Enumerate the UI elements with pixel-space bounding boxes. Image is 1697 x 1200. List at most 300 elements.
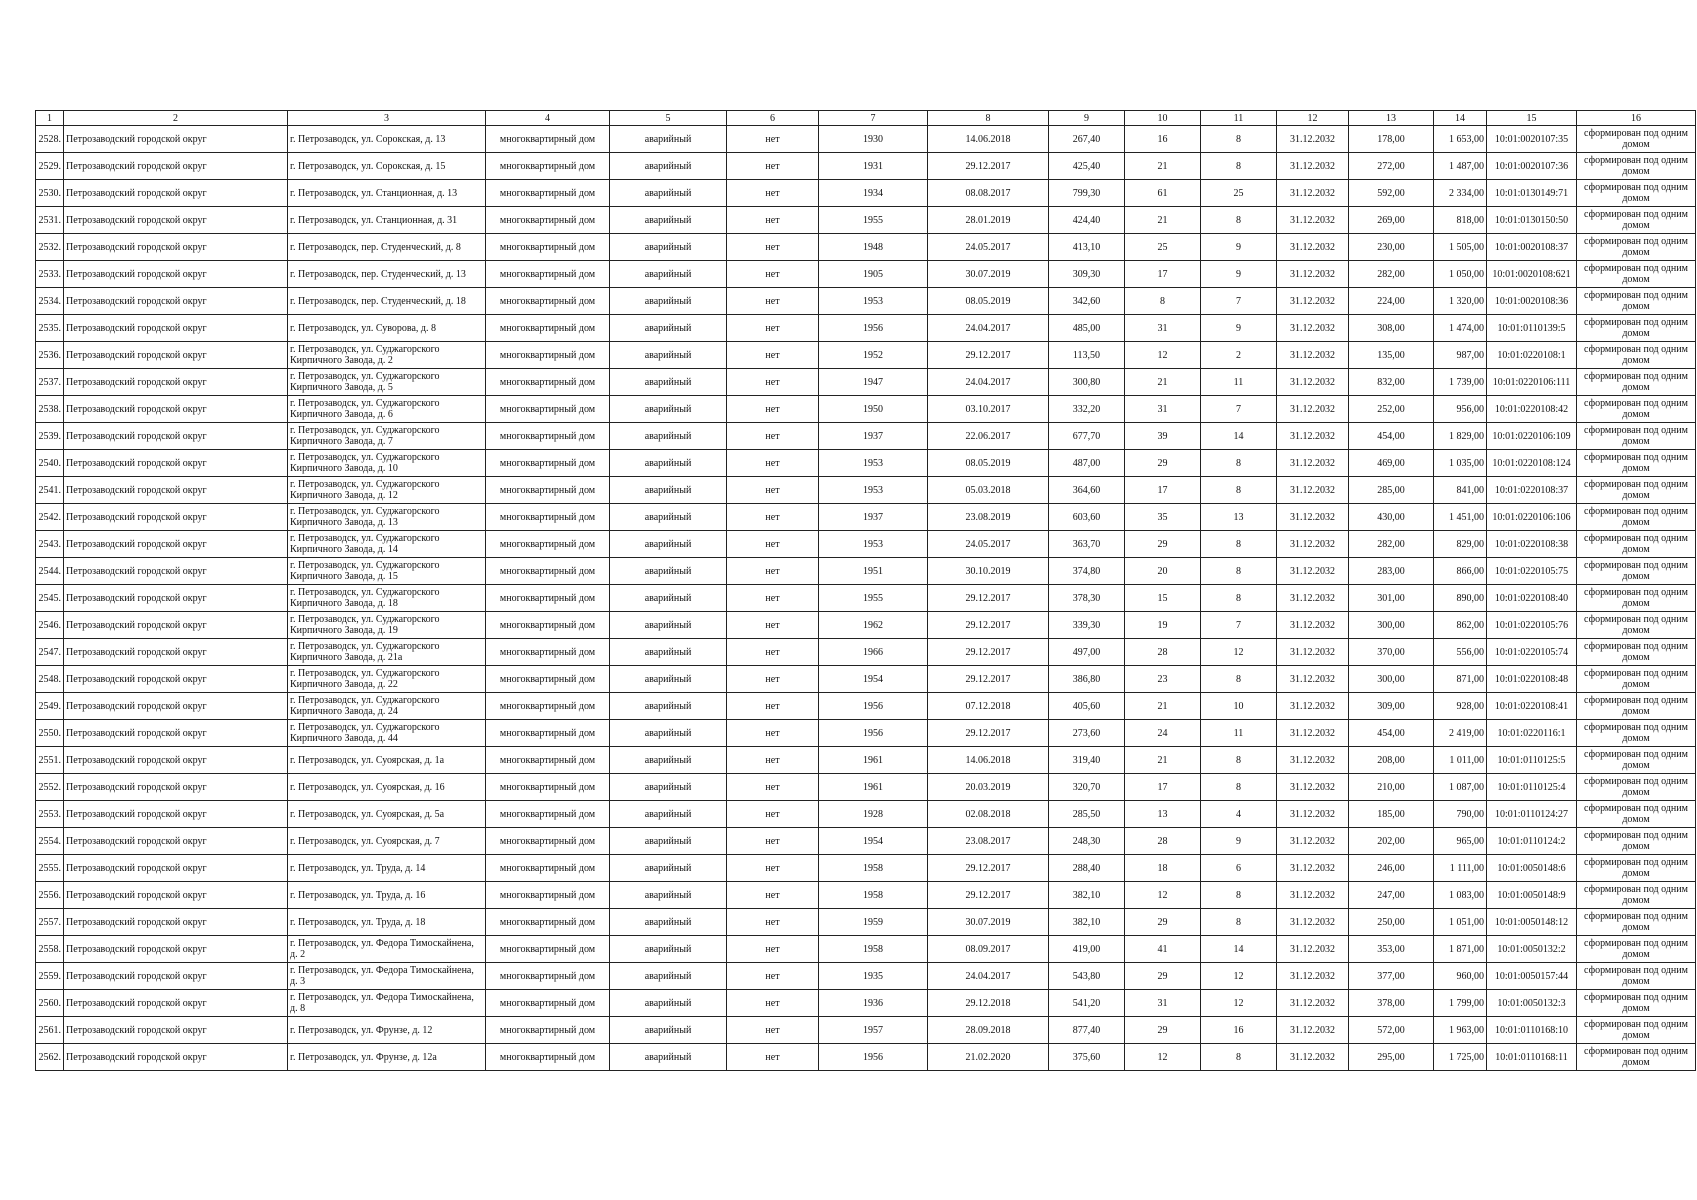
table-cell: 285,00 [1349,477,1434,504]
table-cell: сформирован под одним домом [1577,531,1696,558]
table-row [36,558,1696,585]
table-cell: г. Петрозаводск, ул. Суджагорского Кирпичного Завода, д. 2 [288,342,486,369]
table-cell: многоквартирный дом [486,693,610,720]
table-cell: 364,60 [1049,477,1125,504]
table-cell: многоквартирный дом [486,450,610,477]
table-cell: г. Петрозаводск, ул. Суджагорского Кирпичного Завода, д. 21а [288,639,486,666]
table-cell: 8 [1201,666,1277,693]
table-cell: сформирован под одним домом [1577,558,1696,585]
table-cell: 31.12.2032 [1277,207,1349,234]
column-number-header: 16 [1577,111,1696,126]
table-cell: Петрозаводский городской округ [64,504,288,531]
table-cell: 29 [1125,450,1201,477]
table-cell: 1934 [819,180,928,207]
table-cell: аварийный [610,963,727,990]
table-cell: Петрозаводский городской округ [64,477,288,504]
table-cell: 8 [1201,909,1277,936]
table-cell: 1928 [819,801,928,828]
table-cell: 866,00 [1434,558,1487,585]
table-cell: 1966 [819,639,928,666]
table-cell: 31.12.2032 [1277,531,1349,558]
table-cell: 31.12.2032 [1277,1017,1349,1044]
table-cell: 31.12.2032 [1277,234,1349,261]
table-cell: 378,30 [1049,585,1125,612]
table-cell: 1 035,00 [1434,450,1487,477]
column-number-header: 13 [1349,111,1434,126]
housing-registry-table [35,110,1696,1071]
column-number-header: 10 [1125,111,1201,126]
table-cell: 252,00 [1349,396,1434,423]
table-cell: нет [727,261,819,288]
table-cell: многоквартирный дом [486,288,610,315]
table-cell: нет [727,963,819,990]
table-cell: 185,00 [1349,801,1434,828]
table-cell: 31.12.2032 [1277,288,1349,315]
table-row [36,261,1696,288]
table-cell: многоквартирный дом [486,747,610,774]
table-cell: 31.12.2032 [1277,369,1349,396]
table-cell: Петрозаводский городской округ [64,261,288,288]
table-row [36,234,1696,261]
table-cell: нет [727,342,819,369]
table-cell: 1 829,00 [1434,423,1487,450]
table-row [36,531,1696,558]
table-cell: 12 [1125,1044,1201,1071]
table-cell: 2553. [36,801,64,828]
table-cell: аварийный [610,342,727,369]
table-cell: 31.12.2032 [1277,639,1349,666]
table-cell: 2551. [36,747,64,774]
table-cell: 382,10 [1049,909,1125,936]
table-cell: нет [727,828,819,855]
table-cell: 24.05.2017 [928,234,1049,261]
table-cell: 10:01:0110139:5 [1487,315,1577,342]
table-cell: 10:01:0220108:41 [1487,693,1577,720]
table-cell: 790,00 [1434,801,1487,828]
table-cell: 1 050,00 [1434,261,1487,288]
table-cell: 28.09.2018 [928,1017,1049,1044]
table-cell: г. Петрозаводск, пер. Студенческий, д. 13 [288,261,486,288]
table-cell: г. Петрозаводск, ул. Суоярская, д. 7 [288,828,486,855]
table-cell: 07.12.2018 [928,693,1049,720]
table-cell: 13 [1125,801,1201,828]
table-cell: 2 419,00 [1434,720,1487,747]
table-cell: 572,00 [1349,1017,1434,1044]
table-cell: 24.04.2017 [928,315,1049,342]
table-cell: нет [727,693,819,720]
column-number-header: 6 [727,111,819,126]
table-cell: 10:01:0050148:6 [1487,855,1577,882]
table-cell: 29 [1125,909,1201,936]
table-cell: 1 451,00 [1434,504,1487,531]
table-cell: 208,00 [1349,747,1434,774]
table-cell: 497,00 [1049,639,1125,666]
table-cell: г. Петрозаводск, ул. Суджагорского Кирпичного Завода, д. 6 [288,396,486,423]
table-cell: нет [727,153,819,180]
table-cell: 12 [1201,990,1277,1017]
table-cell: многоквартирный дом [486,666,610,693]
table-cell: 6 [1201,855,1277,882]
table-cell: г. Петрозаводск, ул. Суджагорского Кирпичного Завода, д. 10 [288,450,486,477]
table-cell: 956,00 [1434,396,1487,423]
table-cell: 31.12.2032 [1277,612,1349,639]
table-cell: 10:01:0020108:36 [1487,288,1577,315]
table-cell: 1905 [819,261,928,288]
table-cell: 10:01:0050148:9 [1487,882,1577,909]
table-cell: сформирован под одним домом [1577,828,1696,855]
table-row [36,153,1696,180]
table-cell: Петрозаводский городской округ [64,153,288,180]
table-cell: 1 739,00 [1434,369,1487,396]
table-cell: сформирован под одним домом [1577,936,1696,963]
table-cell: 1 963,00 [1434,1017,1487,1044]
table-cell: Петрозаводский городской округ [64,423,288,450]
table-cell: 8 [1201,1044,1277,1071]
table-cell: 370,00 [1349,639,1434,666]
table-cell: 353,00 [1349,936,1434,963]
table-cell: 29 [1125,1017,1201,1044]
table-cell: аварийный [610,207,727,234]
table-cell: сформирован под одним домом [1577,855,1696,882]
table-cell: Петрозаводский городской округ [64,288,288,315]
table-row [36,801,1696,828]
table-cell: 1955 [819,207,928,234]
table-cell: сформирован под одним домом [1577,585,1696,612]
table-cell: сформирован под одним домом [1577,1017,1696,1044]
table-cell: 1948 [819,234,928,261]
table-cell: 31.12.2032 [1277,504,1349,531]
table-cell: Петрозаводский городской округ [64,801,288,828]
table-cell: 8 [1201,558,1277,585]
table-cell: многоквартирный дом [486,612,610,639]
table-cell: аварийный [610,828,727,855]
table-cell: аварийный [610,801,727,828]
table-cell: Петрозаводский городской округ [64,666,288,693]
table-cell: многоквартирный дом [486,207,610,234]
table-cell: 7 [1201,612,1277,639]
table-cell: 29 [1125,531,1201,558]
table-cell: сформирован под одним домом [1577,747,1696,774]
table-cell: нет [727,936,819,963]
table-cell: 454,00 [1349,720,1434,747]
column-number-header: 15 [1487,111,1577,126]
table-cell: нет [727,234,819,261]
table-cell: 378,00 [1349,990,1434,1017]
table-cell: 10:01:0130150:50 [1487,207,1577,234]
table-cell: 1958 [819,855,928,882]
table-cell: сформирован под одним домом [1577,234,1696,261]
table-row [36,126,1696,153]
table-row [36,288,1696,315]
table-cell: 1955 [819,585,928,612]
table-cell: многоквартирный дом [486,801,610,828]
table-cell: аварийный [610,639,727,666]
table-cell: 8 [1201,477,1277,504]
table-cell: 14.06.2018 [928,126,1049,153]
table-cell: 31.12.2032 [1277,1044,1349,1071]
table-cell: 8 [1201,126,1277,153]
table-row [36,1044,1696,1071]
table-cell: нет [727,369,819,396]
table-cell: 799,30 [1049,180,1125,207]
table-cell: г. Петрозаводск, ул. Фрунзе, д. 12 [288,1017,486,1044]
table-cell: Петрозаводский городской округ [64,855,288,882]
column-number-header: 3 [288,111,486,126]
table-cell: нет [727,882,819,909]
table-cell: г. Петрозаводск, ул. Труда, д. 18 [288,909,486,936]
table-cell: 31.12.2032 [1277,315,1349,342]
table-cell: 03.10.2017 [928,396,1049,423]
table-cell: сформирован под одним домом [1577,126,1696,153]
table-cell: многоквартирный дом [486,531,610,558]
table-cell: 1 111,00 [1434,855,1487,882]
table-cell: многоквартирный дом [486,423,610,450]
table-cell: 08.05.2019 [928,288,1049,315]
table-cell: аварийный [610,315,727,342]
table-cell: многоквартирный дом [486,342,610,369]
table-cell: аварийный [610,720,727,747]
table-cell: многоквартирный дом [486,639,610,666]
column-number-header: 7 [819,111,928,126]
table-cell: 224,00 [1349,288,1434,315]
table-cell: 2545. [36,585,64,612]
table-cell: 202,00 [1349,828,1434,855]
table-cell: 339,30 [1049,612,1125,639]
table-cell: сформирован под одним домом [1577,207,1696,234]
table-cell: многоквартирный дом [486,477,610,504]
table-cell: 10:01:0220108:1 [1487,342,1577,369]
table-row [36,450,1696,477]
table-cell: 308,00 [1349,315,1434,342]
table-cell: 31.12.2032 [1277,180,1349,207]
table-cell: 1 083,00 [1434,882,1487,909]
table-cell: Петрозаводский городской округ [64,207,288,234]
table-cell: 405,60 [1049,693,1125,720]
table-cell: 31.12.2032 [1277,936,1349,963]
table-cell: 1953 [819,477,928,504]
table-cell: 363,70 [1049,531,1125,558]
table-cell: 1956 [819,315,928,342]
table-cell: 10:01:0220105:75 [1487,558,1577,585]
table-cell: г. Петрозаводск, ул. Суджагорского Кирпичного Завода, д. 15 [288,558,486,585]
table-cell: многоквартирный дом [486,180,610,207]
table-cell: 377,00 [1349,963,1434,990]
table-row [36,180,1696,207]
table-cell: Петрозаводский городской округ [64,774,288,801]
table-cell: 342,60 [1049,288,1125,315]
table-cell: Петрозаводский городской округ [64,909,288,936]
table-row [36,963,1696,990]
table-cell: 31.12.2032 [1277,828,1349,855]
table-cell: 29.12.2017 [928,153,1049,180]
table-cell: 17 [1125,774,1201,801]
table-cell: г. Петрозаводск, ул. Станционная, д. 31 [288,207,486,234]
table-cell: 8 [1201,774,1277,801]
table-row [36,936,1696,963]
table-cell: 31.12.2032 [1277,666,1349,693]
table-cell: 10:01:0110124:27 [1487,801,1577,828]
table-cell: 272,00 [1349,153,1434,180]
table-cell: 928,00 [1434,693,1487,720]
table-cell: 1950 [819,396,928,423]
table-cell: нет [727,747,819,774]
table-cell: 1 487,00 [1434,153,1487,180]
table-cell: 2548. [36,666,64,693]
table-cell: Петрозаводский городской округ [64,585,288,612]
table-cell: 877,40 [1049,1017,1125,1044]
table-cell: 30.07.2019 [928,261,1049,288]
table-cell: 2555. [36,855,64,882]
table-cell: 31.12.2032 [1277,774,1349,801]
table-cell: 2560. [36,990,64,1017]
table-row [36,774,1696,801]
table-cell: 31 [1125,396,1201,423]
table-cell: 2536. [36,342,64,369]
table-cell: 41 [1125,936,1201,963]
table-cell: 8 [1201,882,1277,909]
table-cell: 29.12.2017 [928,720,1049,747]
table-cell: 248,30 [1049,828,1125,855]
table-cell: 541,20 [1049,990,1125,1017]
table-cell: сформирован под одним домом [1577,720,1696,747]
table-cell: 8 [1201,207,1277,234]
table-cell: Петрозаводский городской округ [64,315,288,342]
table-cell: сформирован под одним домом [1577,261,1696,288]
table-cell: г. Петрозаводск, ул. Суджагорского Кирпичного Завода, д. 14 [288,531,486,558]
table-cell: аварийный [610,450,727,477]
table-cell: многоквартирный дом [486,720,610,747]
column-number-header: 5 [610,111,727,126]
table-cell: 14 [1201,936,1277,963]
table-cell: 1958 [819,882,928,909]
table-cell: г. Петрозаводск, ул. Станционная, д. 13 [288,180,486,207]
table-cell: 2 [1201,342,1277,369]
table-cell: сформирован под одним домом [1577,612,1696,639]
table-cell: 18 [1125,855,1201,882]
table-cell: 10:01:0110168:11 [1487,1044,1577,1071]
table-cell: 273,60 [1049,720,1125,747]
table-cell: 2535. [36,315,64,342]
table-cell: нет [727,126,819,153]
table-cell: 829,00 [1434,531,1487,558]
table-cell: 1937 [819,504,928,531]
table-cell: сформирован под одним домом [1577,396,1696,423]
table-cell: сформирован под одним домом [1577,909,1696,936]
table-cell: 1 011,00 [1434,747,1487,774]
table-cell: 10:01:0220108:37 [1487,477,1577,504]
table-cell: 2542. [36,504,64,531]
table-cell: 9 [1201,828,1277,855]
table-cell: 21 [1125,207,1201,234]
table-cell: 1953 [819,450,928,477]
table-cell: аварийный [610,477,727,504]
table-cell: нет [727,801,819,828]
table-cell: Петрозаводский городской округ [64,882,288,909]
table-cell: г. Петрозаводск, ул. Суджагорского Кирпичного Завода, д. 24 [288,693,486,720]
table-cell: 30.10.2019 [928,558,1049,585]
table-cell: аварийный [610,585,727,612]
table-cell: 31.12.2032 [1277,882,1349,909]
table-cell: многоквартирный дом [486,774,610,801]
table-cell: аварийный [610,369,727,396]
table-cell: 230,00 [1349,234,1434,261]
table-cell: 15 [1125,585,1201,612]
table-cell: многоквартирный дом [486,963,610,990]
table-cell: 1961 [819,774,928,801]
table-cell: 2552. [36,774,64,801]
table-cell: 300,80 [1049,369,1125,396]
table-cell: Петрозаводский городской округ [64,936,288,963]
table-cell: 1953 [819,531,928,558]
table-cell: 1930 [819,126,928,153]
table-cell: многоквартирный дом [486,990,610,1017]
table-cell: 2531. [36,207,64,234]
table-cell: сформирован под одним домом [1577,288,1696,315]
table-cell: 485,00 [1049,315,1125,342]
table-cell: 10:01:0220106:111 [1487,369,1577,396]
table-cell: Петрозаводский городской округ [64,990,288,1017]
table-cell: Петрозаводский городской округ [64,342,288,369]
table-cell: 08.08.2017 [928,180,1049,207]
table-row [36,828,1696,855]
table-cell: Петрозаводский городской округ [64,612,288,639]
table-cell: Петрозаводский городской округ [64,1017,288,1044]
table-cell: аварийный [610,1017,727,1044]
table-cell: аварийный [610,396,727,423]
table-cell: аварийный [610,747,727,774]
table-cell: аварийный [610,990,727,1017]
table-cell: 31.12.2032 [1277,585,1349,612]
table-cell: сформирован под одним домом [1577,639,1696,666]
table-cell: 31.12.2032 [1277,423,1349,450]
table-cell: 05.03.2018 [928,477,1049,504]
table-cell: 20.03.2019 [928,774,1049,801]
table-cell: 16 [1125,126,1201,153]
table-cell: многоквартирный дом [486,882,610,909]
table-row [36,342,1696,369]
table-cell: 2534. [36,288,64,315]
table-row [36,720,1696,747]
table-cell: 29.12.2017 [928,882,1049,909]
table-cell: многоквартирный дом [486,369,610,396]
table-cell: 19 [1125,612,1201,639]
table-cell: 08.09.2017 [928,936,1049,963]
table-row [36,639,1696,666]
table-cell: 10:01:0220108:124 [1487,450,1577,477]
table-cell: аварийный [610,612,727,639]
table-body [36,111,1696,1071]
table-cell: г. Петрозаводск, ул. Суджагорского Кирпичного Завода, д. 7 [288,423,486,450]
table-row [36,1017,1696,1044]
table-cell: 543,80 [1049,963,1125,990]
table-cell: 21 [1125,153,1201,180]
table-row [36,477,1696,504]
table-cell: 10:01:0220106:106 [1487,504,1577,531]
table-cell: 8 [1201,585,1277,612]
table-cell: 210,00 [1349,774,1434,801]
table-row [36,612,1696,639]
table-cell: аварийный [610,261,727,288]
table-cell: 14 [1201,423,1277,450]
table-cell: 1931 [819,153,928,180]
table-cell: 31.12.2032 [1277,963,1349,990]
table-cell: 10:01:0020108:37 [1487,234,1577,261]
table-cell: г. Петрозаводск, ул. Суджагорского Кирпичного Завода, д. 22 [288,666,486,693]
table-cell: 2550. [36,720,64,747]
table-cell: нет [727,639,819,666]
table-cell: 113,50 [1049,342,1125,369]
table-cell: г. Петрозаводск, ул. Суоярская, д. 1а [288,747,486,774]
